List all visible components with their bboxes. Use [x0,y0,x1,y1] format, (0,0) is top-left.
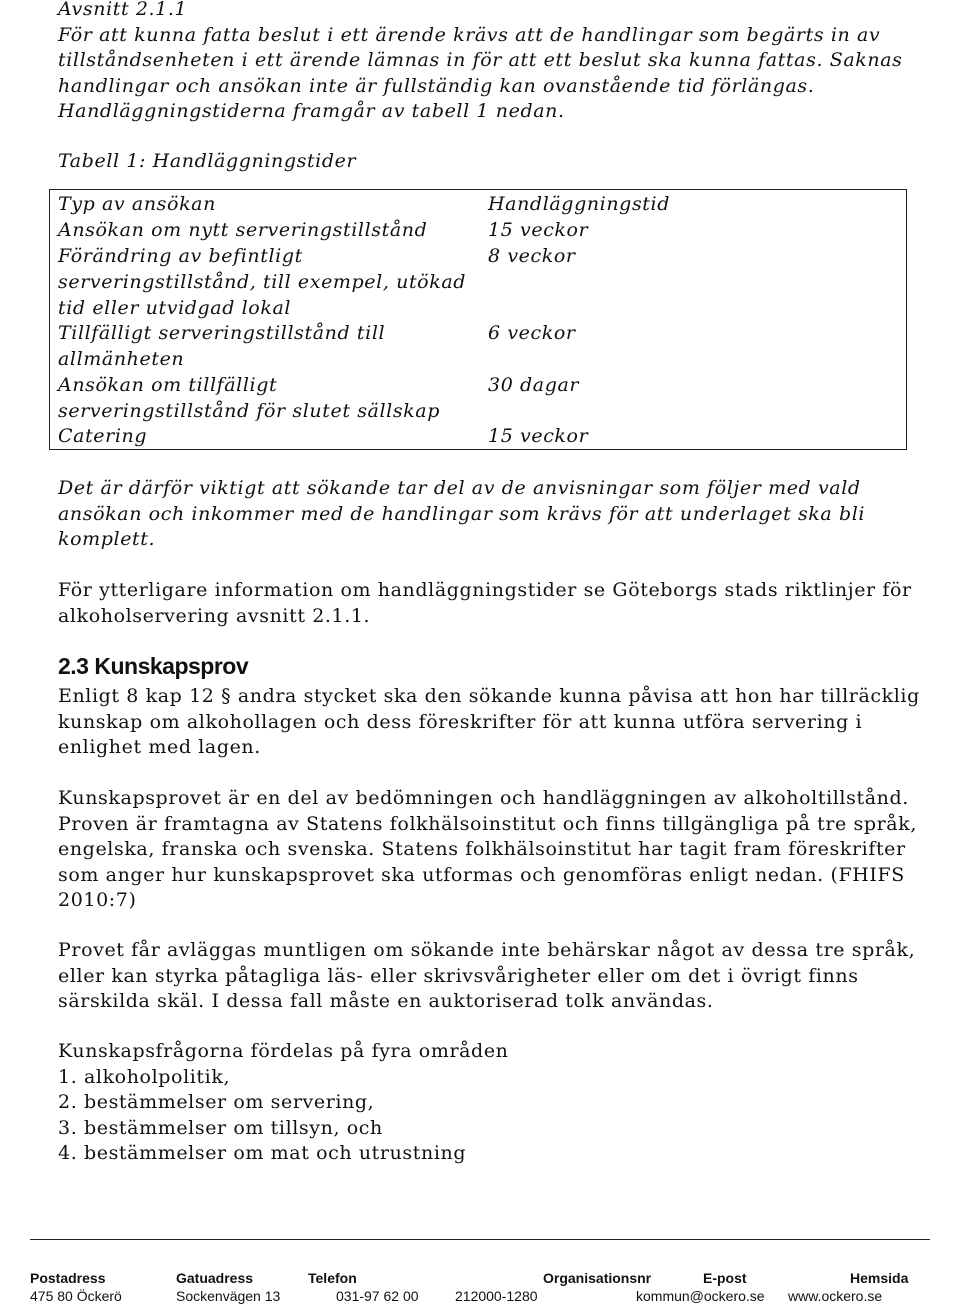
processing-time: 8 veckor [488,245,576,267]
application-type [58,243,468,321]
more-info-paragraph [58,578,918,629]
footer-label-postadress: Postadress [30,1270,106,1286]
list-intro: Kunskapsfrågorna fördelas på fyra områden [58,1040,509,1062]
processing-times-table [49,189,907,450]
list-item: 1. alkoholpolitik, [58,1065,231,1088]
knowledge-areas [58,1039,918,1167]
application-type-line: Catering [58,425,148,447]
section-heading: 2.3 Kunskapsprov [58,653,249,679]
column-header-time: Handläggningstid [488,193,670,215]
list-item: 2. bestämmelser om servering, [58,1091,375,1114]
paragraph-line: särskilda skäl. I dessa fall måste en auktoriserad tolk användas. [58,990,714,1013]
paragraph-line: kunskap om alkohollagen och dess föreskrifter för att kunna utföra servering i [58,710,863,733]
application-type [58,372,468,424]
intro-line: handlingar och ansökan inte är fullständig kan ovanstående tid förlängas. [58,74,815,97]
section-paragraph-1 [58,684,918,761]
application-type [58,423,468,449]
list-item: 4. bestämmelser om mat och utrustning [58,1142,467,1165]
footer-label-orgnr: Organisationsnr [543,1270,652,1286]
intro-line: Handläggningstiderna framgår av tabell 1 nedan. [58,100,565,123]
application-type-line: Tillfälligt serveringstillstånd till [58,322,386,344]
application-type-line: allmänheten [58,348,185,370]
table-caption [58,149,918,175]
note-paragraph [58,476,918,553]
application-type [58,217,468,243]
footer-telefon: 031-97 62 00 [336,1288,419,1304]
intro-line: För att kunna fatta beslut i ett ärende krävs att de handlingar som begärts in av [58,23,881,46]
application-type-line: serveringstillstånd för slutet sällskap [58,400,440,422]
table-caption-text: Tabell 1: Handläggningstider [58,150,357,172]
footer-hemsida: www.ockero.se [788,1288,883,1304]
intro-section [58,0,918,125]
paragraph-line: 2010:7) [58,889,137,912]
footer-postadress: 475 80 Öckerö [30,1288,122,1304]
section-paragraph-2 [58,786,918,914]
processing-time: 6 veckor [488,322,576,344]
footer-label-epost: E-post [703,1270,747,1286]
note-line: Det är därför viktigt att sökande tar del av de anvisningar som följer med vald [58,477,861,499]
section-paragraph-3 [58,938,918,1015]
application-type-line: tid eller utvidgad lokal [58,297,292,319]
processing-time: 15 veckor [488,219,589,241]
column-header-type: Typ av ansökan [58,193,216,215]
paragraph-line: Provet får avläggas muntligen om sökande inte behärskar något av dessa tre språk, [58,939,916,961]
application-type-line: Förändring av befintligt [58,245,303,267]
application-type [58,320,468,372]
paragraph-line: eller kan styrka påtagliga läs- eller skrivsvårigheter eller om det i övrigt finns [58,964,859,987]
more-info-line: För ytterligare information om handläggningstider se Göteborgs stads riktlinjer för [58,579,912,601]
footer-label-telefon: Telefon [308,1270,357,1286]
paragraph-line: som anger hur kunskapsprovet ska utformas och genomföras enligt nedan. (FHIFS [58,863,905,886]
intro-line: tillståndsenheten i ett ärende lämnas in för att ett beslut ska kunna fattas. Saknas [58,49,903,72]
paragraph-line: Kunskapsprovet är en del av bedömningen och handläggningen av alkoholtillstånd. [58,787,909,809]
paragraph-line: Proven är framtagna av Statens folkhälsoinstitut och finns tillgängliga på tre språk, [58,812,917,835]
paragraph-line: enlighet med lagen. [58,736,261,759]
footer-divider [30,1239,930,1240]
footer-label-hemsida: Hemsida [850,1270,909,1286]
section-reference: Avsnitt 2.1.1 [58,0,188,20]
application-type-line: serveringstillstånd, till exempel, utökad [58,271,467,293]
processing-time: 15 veckor [488,425,589,447]
footer-epost: kommun@ockero.se [636,1288,765,1304]
processing-time: 30 dagar [488,374,580,396]
footer-orgnr: 212000-1280 [455,1288,538,1304]
list-item: 3. bestämmelser om tillsyn, och [58,1116,383,1139]
footer-gatuadress: Sockenvägen 13 [176,1288,281,1304]
application-type-line: Ansökan om tillfälligt [58,374,278,396]
note-line: ansökan och inkommer med de handlingar som krävs för att underlaget ska bli [58,502,866,525]
paragraph-line: engelska, franska och svenska. Statens folkhälsoinstitut har tagit fram föreskrifter [58,838,906,861]
application-type-line: Ansökan om nytt serveringstillstånd [58,219,428,241]
more-info-line: alkoholservering avsnitt 2.1.1. [58,604,371,627]
paragraph-line: Enligt 8 kap 12 § andra stycket ska den sökande kunna påvisa att hon har tillräcklig [58,685,920,707]
footer-label-gatuadress: Gatuadress [176,1270,254,1286]
note-line: komplett. [58,528,156,551]
